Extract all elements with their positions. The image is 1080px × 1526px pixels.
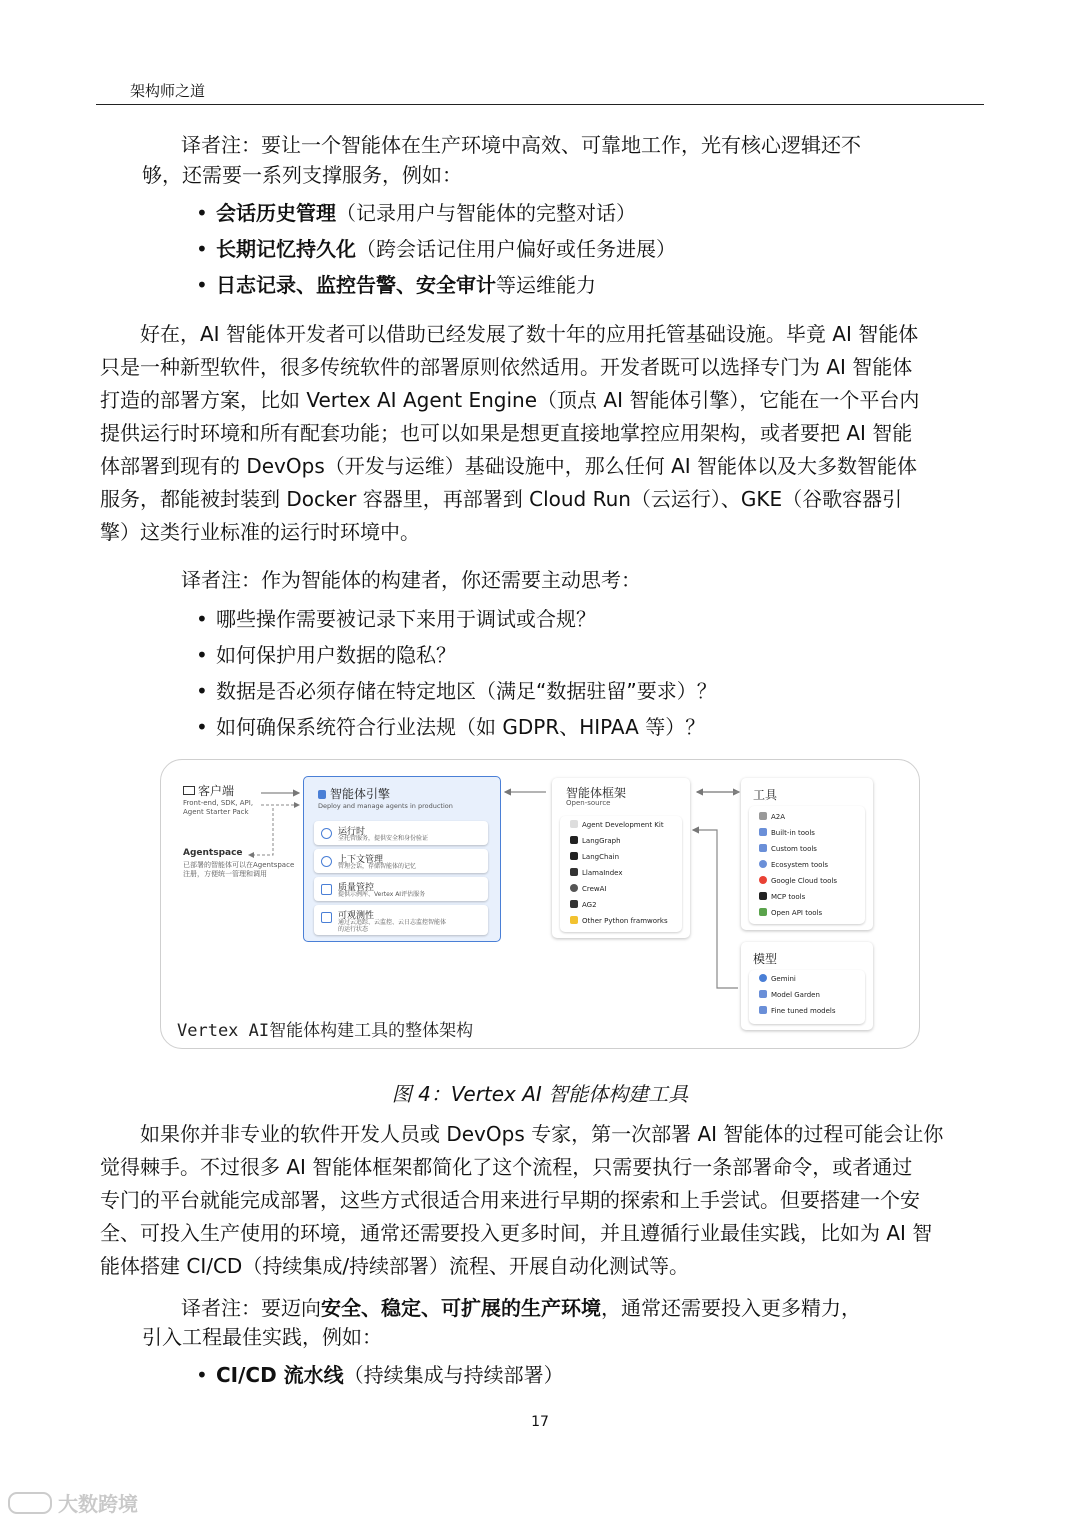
- tool-item: [759, 828, 815, 837]
- para1-line: 提供运行时环境和所有配套功能；也可以如果是想更直接地掌控应用架构，或者要把 AI 智能: [100, 421, 913, 445]
- context-icon: [321, 856, 332, 867]
- llamaindex-icon: [570, 868, 578, 876]
- note1-bullet-2: • 长期记忆持久化（跨会话记住用户偏好或任务进展）: [196, 237, 676, 261]
- agentspace-desc2: 注册，方便统一管理和调用: [183, 870, 267, 878]
- bullet-rest: （记录用户与智能体的完整对话）: [336, 201, 636, 225]
- watermark-text: 大数跨境: [58, 1492, 138, 1516]
- note3-intro-line2: 引入工程最佳实践，例如：: [142, 1325, 382, 1349]
- framework-item-label: LangGraph: [582, 837, 621, 845]
- page-header: [96, 76, 984, 105]
- builtin-tools-icon: [759, 828, 767, 836]
- framework-item: [570, 852, 619, 861]
- engine-item-title: 质量管控: [338, 883, 375, 893]
- agentspace-title: Agentspace: [183, 848, 243, 858]
- tool-item: [759, 876, 837, 885]
- para2-line: 如果你并非专业的软件开发人员或 DevOps 专家，第一次部署 AI 智能体的过程可能会让你: [140, 1122, 944, 1146]
- para2-line: 专门的平台就能完成部署，这些方式很适合用来进行早期的探索和上手尝试。但要搭建一个安: [100, 1188, 920, 1212]
- architecture-figure: [160, 759, 920, 1049]
- para1-line: 擎）这类行业标准的运行时环境中。: [100, 520, 420, 544]
- note2-bullet-2: • 如何保护用户数据的隐私？: [196, 643, 456, 667]
- bullet-text: 如何确保系统符合行业法规（如 GDPR、HIPAA 等）？: [216, 715, 706, 739]
- observability-icon: [321, 912, 332, 923]
- engine-item-quality: [314, 877, 488, 901]
- para2-line: 能体搭建 CI/CD（持续集成/持续部署）流程、开展自动化测试等。: [100, 1254, 690, 1278]
- header-title: 架构师之道: [130, 82, 206, 100]
- framework-item-label: Agent Development Kit: [582, 821, 664, 829]
- note1-bullet-3: • 日志记录、监控告警、安全审计等运维能力: [196, 273, 596, 297]
- framework-item-label: CrewAI: [582, 885, 607, 893]
- bullet-bold: CI/CD 流水线: [216, 1363, 344, 1387]
- framework-title: 智能体框架: [566, 786, 627, 800]
- engine-icon: [318, 790, 326, 799]
- para1-line: 打造的部署方案，比如 Vertex AI Agent Engine（顶点 AI 智能体引擎），它能在一个平台内: [100, 388, 920, 412]
- bullet-text: 数据是否必须存储在特定地区（满足“数据驻留”要求）？: [216, 679, 717, 703]
- models-card: [741, 942, 873, 1030]
- tools-list: [749, 806, 865, 924]
- para2-line: 全、可投入生产使用的环境，通常还需要投入更多时间，并且遵循行业最佳实践，比如为 AI 智: [100, 1221, 933, 1245]
- engine-item-desc: 通过云追踪、云监控、云日志监控智能体: [338, 919, 447, 926]
- note2-intro: 译者注：作为智能体的构建者，你还需要主动思考：: [181, 568, 641, 592]
- langgraph-icon: [570, 836, 578, 844]
- bullet-bold: 会话历史管理: [216, 201, 336, 225]
- model-item: [759, 974, 796, 983]
- tool-item: [759, 812, 785, 821]
- note2-bullet-4: • 如何确保系统符合行业法规（如 GDPR、HIPAA 等）？: [196, 715, 706, 739]
- bullet-rest: （跨会话记住用户偏好或任务进展）: [356, 237, 676, 261]
- note2-bullet-3: • 数据是否必须存储在特定地区（满足“数据驻留”要求）？: [196, 679, 717, 703]
- framework-item: [570, 868, 623, 877]
- framework-item-label: Other Python framworks: [582, 917, 668, 925]
- custom-tools-icon: [759, 844, 767, 852]
- page-number: 17: [531, 1414, 549, 1430]
- para1-line: 好在，AI 智能体开发者可以借助已经发展了数十年的应用托管基础设施。毕竟 AI 智能体: [140, 322, 919, 346]
- para1-line: 只是一种新型软件，很多传统软件的部署原则依然适用。开发者既可以选择专门为 AI 智能体: [100, 355, 913, 379]
- model-garden-icon: [759, 990, 767, 998]
- bullet-text: 如何保护用户数据的隐私？: [216, 643, 456, 667]
- note1-bullet-1: • 会话历史管理（记录用户与智能体的完整对话）: [196, 201, 636, 225]
- client-title-text: 客户端: [198, 784, 235, 798]
- framework-item-label: LlamaIndex: [582, 869, 623, 877]
- bullet-bold: 日志记录、监控告警、安全审计: [216, 273, 496, 297]
- client-sub1: Front-end, SDK, API,: [183, 799, 254, 807]
- model-item: [759, 990, 820, 999]
- para2-line: 觉得棘手。不过很多 AI 智能体框架都简化了这个流程，只需要执行一条部署命令，或者通过: [100, 1155, 913, 1179]
- engine-title: [318, 785, 390, 802]
- client-title: [183, 782, 253, 799]
- models-list: [749, 970, 865, 1024]
- bullet-rest: （持续集成与持续部署）: [343, 1363, 564, 1387]
- note3-post: ，通常还需要投入更多精力，: [601, 1296, 861, 1320]
- note3-bullet-1: • CI/CD 流水线（持续集成与持续部署）: [196, 1363, 564, 1387]
- watermark-logo-icon: [8, 1492, 52, 1514]
- engine-item-desc: 提供示例库、Vertex AI评估服务: [338, 891, 426, 898]
- fine-tuned-icon: [759, 1006, 767, 1014]
- framework-item: [570, 884, 607, 893]
- openapi-icon: [759, 908, 767, 916]
- google-cloud-icon: [759, 876, 767, 884]
- tool-item-label: MCP tools: [771, 893, 806, 901]
- tool-item: [759, 892, 805, 901]
- bullet-bold: 长期记忆持久化: [216, 237, 356, 261]
- adk-icon: [570, 820, 578, 828]
- framework-item-label: AG2: [582, 901, 597, 909]
- framework-item: [570, 820, 664, 829]
- tools-card: [741, 778, 873, 930]
- note3-pre: 译者注：要迈向: [181, 1296, 321, 1320]
- engine-item-title: 上下文管理: [338, 855, 384, 865]
- model-item: [759, 1006, 835, 1015]
- model-item-label: Gemini: [771, 975, 796, 983]
- framework-list: [560, 816, 682, 932]
- engine-subtitle: Deploy and manage agents in production: [318, 802, 453, 810]
- ag2-icon: [570, 900, 578, 908]
- engine-item-title: 可观测性: [338, 911, 375, 921]
- agentspace-block: [183, 848, 294, 879]
- framework-item: [570, 916, 668, 925]
- monitor-icon: [183, 786, 195, 795]
- tool-item-label: Built-in tools: [771, 829, 815, 837]
- mcp-icon: [759, 892, 767, 900]
- tool-item: [759, 844, 817, 853]
- watermark: [8, 1488, 138, 1517]
- engine-title-text: 智能体引擎: [330, 787, 391, 801]
- tool-item: [759, 908, 822, 917]
- note1-intro-line2: 够，还需要一系列支撑服务，例如：: [142, 163, 462, 187]
- note2-bullet-1: • 哪些操作需要被记录下来用于调试或合规？: [196, 607, 596, 631]
- framework-item: [570, 836, 621, 845]
- model-item-label: Model Garden: [771, 991, 820, 999]
- bullet-rest: 等运维能力: [496, 273, 596, 297]
- runtime-icon: [321, 828, 332, 839]
- framework-item: [570, 900, 597, 909]
- engine-item-desc2: 的运行状态: [338, 926, 369, 933]
- crewai-icon: [570, 884, 578, 892]
- tool-item: [759, 860, 828, 869]
- engine-item-runtime: [314, 821, 488, 845]
- client-block: [183, 782, 253, 817]
- tool-item-label: Custom tools: [771, 845, 817, 853]
- engine-item-context: [314, 849, 488, 873]
- agent-framework-card: [552, 778, 690, 938]
- tool-item-label: Google Cloud tools: [771, 877, 838, 885]
- figure-title: 图 4：Vertex AI 智能体构建工具: [391, 1082, 689, 1106]
- framework-item-label: LangChain: [582, 853, 620, 861]
- tools-title: 工具: [753, 788, 778, 802]
- model-item-label: Fine tuned models: [771, 1007, 836, 1015]
- tool-item-label: Ecosystem tools: [771, 861, 828, 869]
- client-sub2: Agent Starter Pack: [183, 808, 249, 816]
- a2a-icon: [759, 812, 767, 820]
- framework-subtitle: Open-source: [566, 799, 611, 807]
- engine-item-desc: 管理会话，存储智能体的记忆: [338, 863, 417, 870]
- models-title: 模型: [753, 952, 778, 966]
- gemini-icon: [759, 974, 767, 982]
- figure-caption: Vertex AI智能体构建工具的整体架构: [177, 1021, 474, 1041]
- tool-item-label: A2A: [771, 813, 786, 821]
- para1-line: 服务，都能被封装到 Docker 容器里，再部署到 Cloud Run（云运行）、GKE（谷歌容器引: [100, 487, 903, 511]
- para1-line: 体部署到现有的 DevOps（开发与运维）基础设施中，那么任何 AI 智能体以及大多数智能体: [100, 454, 918, 478]
- ecosystem-tools-icon: [759, 860, 767, 868]
- tool-item-label: Open API tools: [771, 909, 823, 917]
- langchain-icon: [570, 852, 578, 860]
- note1-intro-line1: 译者注：要让一个智能体在生产环境中高效、可靠地工作，光有核心逻辑还不: [181, 133, 861, 157]
- engine-item-observability: [314, 905, 488, 935]
- engine-item-desc: 全托管服务，提供安全和身份验证: [338, 835, 429, 842]
- agentspace-desc1: 已部署的智能体可以在Agentspace: [183, 861, 295, 869]
- bullet-text: 哪些操作需要被记录下来用于调试或合规？: [216, 607, 596, 631]
- agent-engine-card: [303, 776, 501, 942]
- engine-item-title: 运行时: [338, 827, 366, 837]
- note3-bold: 安全、稳定、可扩展的生产环境: [321, 1296, 601, 1320]
- python-icon: [570, 916, 578, 924]
- quality-icon: [321, 884, 332, 895]
